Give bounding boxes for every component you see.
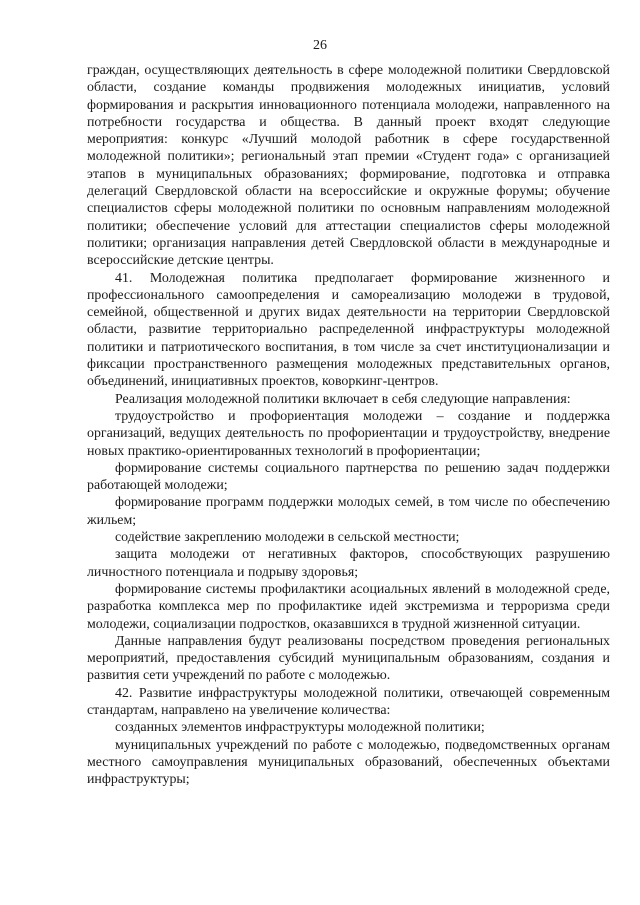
- paragraph: 42. Развитие инфраструктуры молодежной политики, отвечающей современным стандартам, направлено на увеличение количества:: [87, 685, 610, 718]
- paragraph: формирование системы социального партнерства по решению задач поддержки работающей молодежи;: [87, 460, 610, 494]
- paragraph: 41. Молодежная политика предполагает формирование жизненного и профессионального самоопределения и самореализацию молодежи в трудовой, семейной, общественной и других видах деятельности на территории Свердловской области, развитие территориально распределенной инфраструктуры молодежной политики и патриотического воспитания, в том числе за счет институционализации и фиксации пространственного размещения молодежных представительных органов, объединений, инициативных проектов, коворкинг-центров.: [87, 270, 610, 390]
- paragraph: созданных элементов инфраструктуры молодежной политики;: [115, 720, 485, 736]
- paragraph: Данные направления будут реализованы посредством проведения региональных мероприятий, предоставления субсидий муниципальным образованиям, создания и развития сети учреждений по работе с молодежью.: [87, 633, 610, 684]
- paragraph: граждан, осуществляющих деятельность в сфере молодежной политики Свердловской области, создание команды продвижения молодежных инициатив, условий формирования и раскрытия инновационного потенциала молодежи, направленного на потребности государства и общества. В данный проект входят следующие мероприятия: конкурс «Лучший молодой работник в сфере государственной молодежной политики»; региональный этап премии «Студент года» с организацией этапов в муниципальных образованиях; формирование, подготовка и отправка делегаций Свердловской области на всероссийские и окружные форумы; обучение специалистов сферы молодежной политики по основным направлениям молодежной политики; обеспечение условий для аттестации специалистов сферы молодежной политики; организация направления детей Свердловской области в международные и всероссийские детские центры.: [87, 63, 610, 269]
- paragraph: Реализация молодежной политики включает в себя следующие направления:: [115, 391, 571, 407]
- paragraph: формирование программ поддержки молодых семей, в том числе по обеспечению жильем;: [87, 495, 610, 528]
- paragraph: формирование системы профилактики асоциальных явлений в молодежной среде, разработка комплекса мер по профилактике идей экстремизма и терроризма среди молодежи, социализации подростков, оказавшихся в трудной жизненной ситуации.: [87, 581, 610, 632]
- paragraph: защита молодежи от негативных факторов, способствующих разрушению личностного потенциала и подрыву здоровья;: [87, 547, 610, 580]
- document-body: [87, 62, 610, 788]
- paragraph: муниципальных учреждений по работе с молодежью, подведомственных органам местного самоуправления муниципальных образований, обеспеченных объектами инфраструктуры;: [87, 737, 610, 788]
- page-number: 26: [313, 38, 327, 53]
- paragraph: трудоустройство и профориентация молодежи – создание и поддержка организаций, ведущих деятельность по профориентации и трудоустройству, внедрение новых практико-ориентированных технологий в профориентации;: [87, 408, 610, 459]
- paragraph: содействие закреплению молодежи в сельской местности;: [115, 530, 460, 546]
